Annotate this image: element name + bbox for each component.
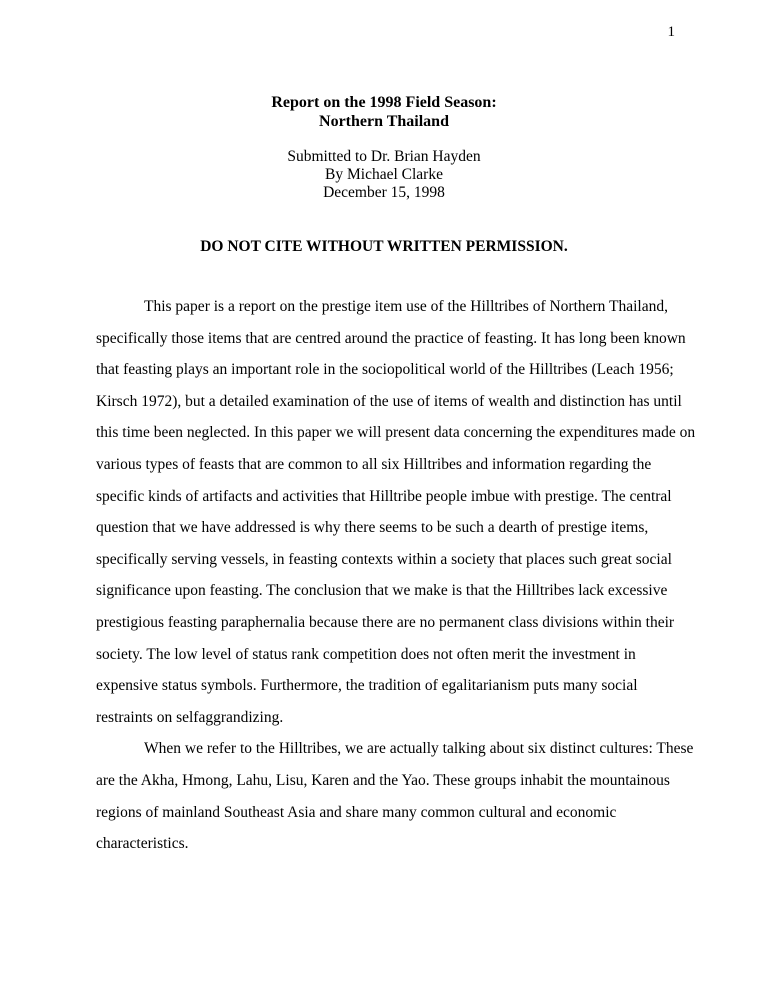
paragraph-line: Kirsch 1972), but a detailed examination of the use of items of wealth and distinction has until bbox=[96, 392, 682, 410]
paragraph-line: restraints on selfaggrandizing. bbox=[96, 708, 284, 726]
paragraph-line: specific kinds of artifacts and activities that Hilltribe people imbue with prestige. The central bbox=[96, 487, 672, 505]
paragraph-line: significance upon feasting. The conclusion that we make is that the Hilltribes lack excessive bbox=[96, 582, 668, 600]
paragraph-line: society. The low level of status rank competition does not often merit the investment in bbox=[96, 645, 636, 663]
author: By Michael Clarke bbox=[325, 166, 443, 183]
paragraph-line: specifically serving vessels, in feasting contexts within a society that places such great social bbox=[96, 550, 672, 568]
page-number: 1 bbox=[667, 24, 675, 40]
paragraph-line: prestigious feasting paraphernalia because there are no permanent class divisions within their bbox=[96, 613, 675, 631]
paragraph-line: are the Akha, Hmong, Lahu, Lisu, Karen and the Yao. These groups inhabit the mountainous bbox=[96, 771, 670, 789]
paragraph-line: specifically those items that are centred around the practice of feasting. It has long been known bbox=[96, 329, 686, 347]
paragraph-2 bbox=[96, 733, 696, 859]
paragraph-line: that feasting plays an important role in the sociopolitical world of the Hilltribes (Leach 1956; bbox=[96, 361, 674, 379]
date: December 15, 1998 bbox=[323, 184, 445, 201]
paragraph-line: this time been neglected. In this paper we will present data concerning the expenditures made on bbox=[96, 424, 696, 442]
submission-info bbox=[0, 148, 768, 202]
paragraph-line: When we refer to the Hilltribes, we are actually talking about six distinct cultures: These bbox=[144, 740, 694, 758]
paragraph-line: regions of mainland Southeast Asia and share many common cultural and economic bbox=[96, 803, 617, 821]
paragraph-line: question that we have addressed is why there seems to be such a dearth of prestige items, bbox=[96, 519, 649, 537]
title-line: Report on the 1998 Field Season: bbox=[271, 94, 497, 111]
submitted-to: Submitted to Dr. Brian Hayden bbox=[287, 148, 481, 165]
paragraph-line: various types of feasts that are common to all six Hilltribes and information regarding the bbox=[96, 455, 652, 473]
paragraph-line: expensive status symbols. Furthermore, the tradition of egalitarianism puts many social bbox=[96, 677, 638, 695]
report-title bbox=[0, 93, 768, 131]
body-text bbox=[96, 291, 696, 860]
paragraph-line: characteristics. bbox=[96, 835, 189, 853]
paragraph-line: This paper is a report on the prestige item use of the Hilltribes of Northern Thailand, bbox=[144, 298, 668, 315]
paragraph-1 bbox=[96, 291, 696, 733]
citation-notice: DO NOT CITE WITHOUT WRITTEN PERMISSION. bbox=[200, 238, 568, 255]
title-line: Northern Thailand bbox=[319, 113, 449, 130]
